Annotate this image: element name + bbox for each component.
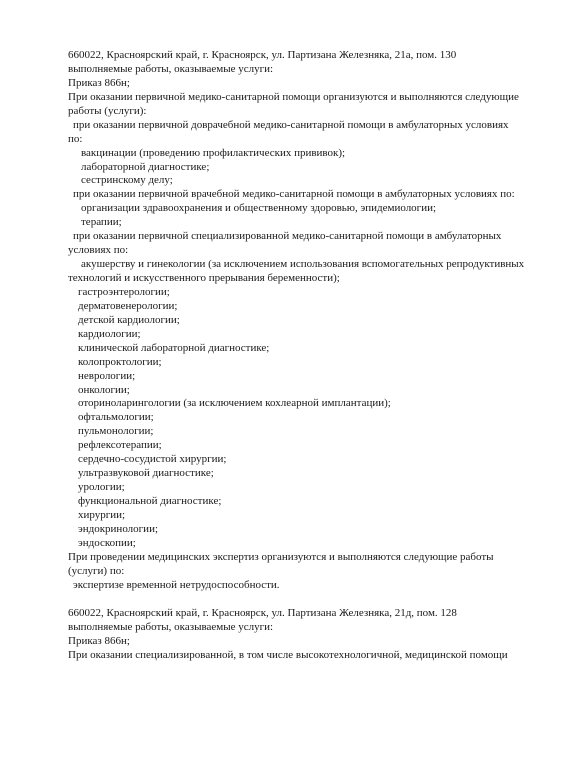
text-line: вакцинации (проведению профилактических прививок); [81, 146, 346, 159]
license-section-address-21d [68, 607, 558, 663]
text-line: работы (услуги): [68, 104, 147, 117]
text-line: условиях по: [68, 244, 129, 257]
text-line: при оказании первичной врачебной медико-санитарной помощи в амбулаторных условиях по: [73, 188, 515, 201]
text-line: терапии; [81, 216, 122, 229]
text-line: Приказ 866н; [68, 634, 130, 647]
text-line: кардиологии; [78, 327, 141, 340]
text-line: 660022, Красноярский край, г. Красноярск, ул. Партизана Железняка, 21д, пом. 128 [68, 607, 457, 619]
text-line: организации здравоохранения и общественному здоровью, эпидемиологии; [81, 202, 437, 215]
text-line: колопроктологии; [78, 355, 162, 368]
text-line: гастроэнтерологии; [78, 285, 170, 298]
text-line: дерматовенерологии; [78, 299, 178, 312]
text-line: офтальмологии; [78, 411, 154, 424]
text-line: при оказании первичной специализированной медико-санитарной помощи в амбулаторных [73, 230, 502, 243]
text-line: эндоскопии; [78, 536, 136, 549]
text-line: выполняемые работы, оказываемые услуги: [68, 620, 274, 633]
text-line: экспертизе временной нетрудоспособности. [73, 578, 280, 591]
text-line: (услуги) по: [68, 564, 125, 577]
text-line: ультразвуковой диагностике; [78, 467, 214, 480]
text-line: оториноларингологии (за исключением кохлеарной имплантации); [78, 397, 391, 410]
text-line: лабораторной диагностике; [81, 160, 210, 173]
text-line: технологий и искусственного прерывания беременности); [68, 272, 340, 284]
text-line: пульмонологии; [78, 425, 154, 438]
text-line: сестринскому делу; [81, 174, 173, 187]
text-line: по: [68, 132, 83, 145]
text-line: При проведении медицинских экспертиз организуются и выполняются следующие работы [68, 550, 494, 563]
text-line: Приказ 866н; [68, 76, 130, 89]
text-line: сердечно-сосудистой хирургии; [78, 453, 227, 466]
text-line: эндокринологии; [78, 522, 159, 535]
text-line: выполняемые работы, оказываемые услуги: [68, 62, 274, 75]
text-line: рефлексотерапии; [78, 439, 162, 452]
text-line: функциональной диагностике; [78, 495, 222, 507]
text-line: при оказании первичной доврачебной медико-санитарной помощи в амбулаторных условиях [73, 118, 509, 131]
text-line: онкологии; [78, 383, 130, 396]
text-line: неврологии; [78, 369, 136, 382]
text-line: При оказании специализированной, в том числе высокотехнологичной, медицинской помощи [68, 648, 508, 661]
text-line: хирургии; [78, 508, 126, 521]
text-line: детской кардиологии; [78, 313, 180, 326]
text-line: клинической лабораторной диагностике; [78, 341, 270, 354]
text-line: 660022, Красноярский край, г. Красноярск, ул. Партизана Железняка, 21а, пом. 130 [68, 49, 457, 61]
text-line: акушерству и гинекологии (за исключением использования вспомогательных репродуктивных [81, 258, 525, 271]
license-section-address-21a [68, 49, 558, 593]
text-line: При оказании первичной медико-санитарной помощи организуются и выполняются следующие [68, 90, 519, 103]
text-line: урологии; [78, 481, 125, 494]
